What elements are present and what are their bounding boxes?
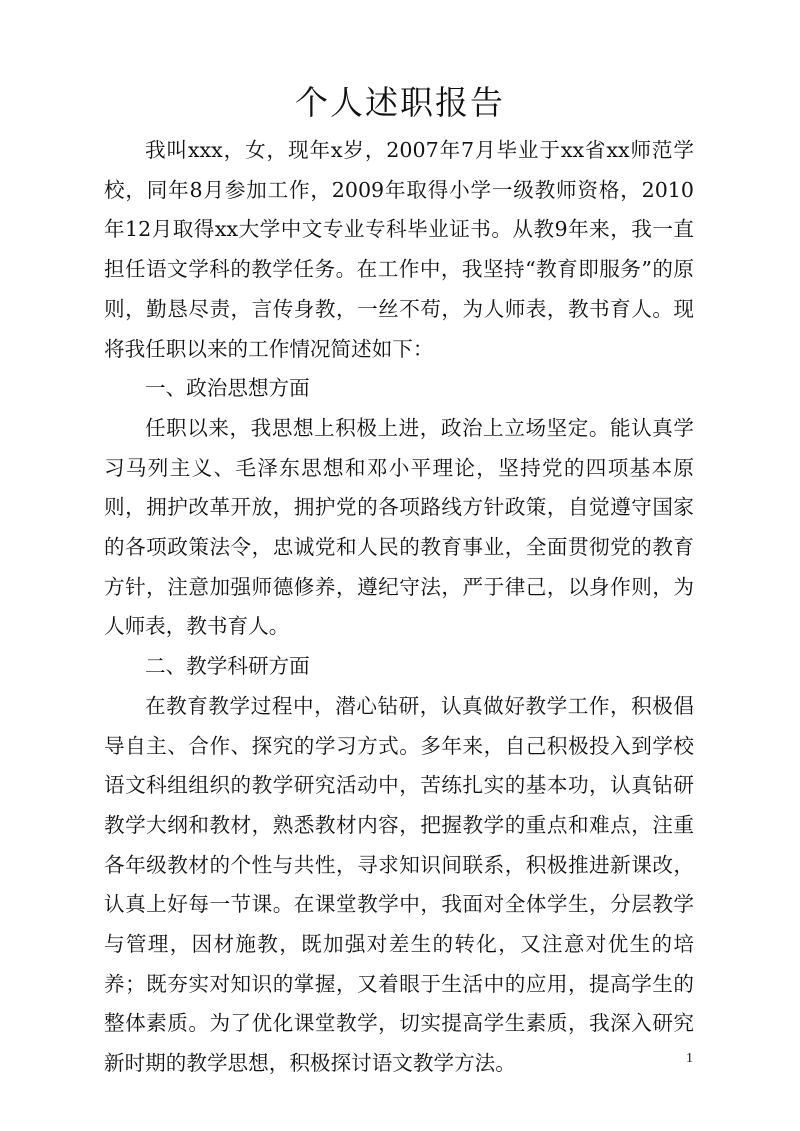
intro-paragraph: 我叫xxx，女，现年x岁，2007年7月毕业于xx省xx师范学校，同年8月参加工作，2009年取得小学一级教师资格，2010年12月取得xx大学中文专业专科毕业证书。从教9年来，我一直担任语文学科的教学任务。在工作中，我坚持“教育即服务”的原则，勤恳尽责，言传身教，一丝不苟，为人师表，教书育人。现将我任职以来的工作情况简述如下： <box>104 138 694 361</box>
section-heading-political: 一、政治思想方面 <box>145 376 310 401</box>
page-title: 个人述职报告 <box>295 83 505 122</box>
section-body-political: 任职以来，我思想上积极上进，政治上立场坚定。能认真学习马列主义、毛泽东思想和邓小平理论，坚持党的四项基本原则，拥护改革开放，拥护党的各项路线方针政策，自觉遵守国家的各项政策法令，忠诚党和人民的教育事业，全面贯彻党的教育方针，注意加强师德修养，遵纪守法，严于律己，以身作则，为人师表，教书育人。 <box>104 415 694 639</box>
section-heading-teaching: 二、教学科研方面 <box>145 654 310 679</box>
page-number: 1 <box>686 1051 693 1066</box>
section-body-teaching: 在教育教学过程中，潜心钻研，认真做好教学工作，积极倡导自主、合作、探究的学习方式。多年来，自己积极投入到学校语文科组组织的教学研究活动中，苦练扎实的基本功，认真钻研教学大纲和教材，熟悉教材内容，把握教学的重点和难点，注重各年级教材的个性与共性，寻求知识间联系，积极推进新课改，认真上好每一节课。在课堂教学中，我面对全体学生，分层教学与管理，因材施教，既加强对差生的转化，又注意对优生的培养；既夯实对知识的掌握，又着眼于生活中的应用，提高学生的整体素质。为了优化课堂教学，切实提高学生素质，我深入研究新时期的教学思想，积极探讨语文教学方法。 <box>104 693 694 1076</box>
document-body <box>104 131 694 1084</box>
